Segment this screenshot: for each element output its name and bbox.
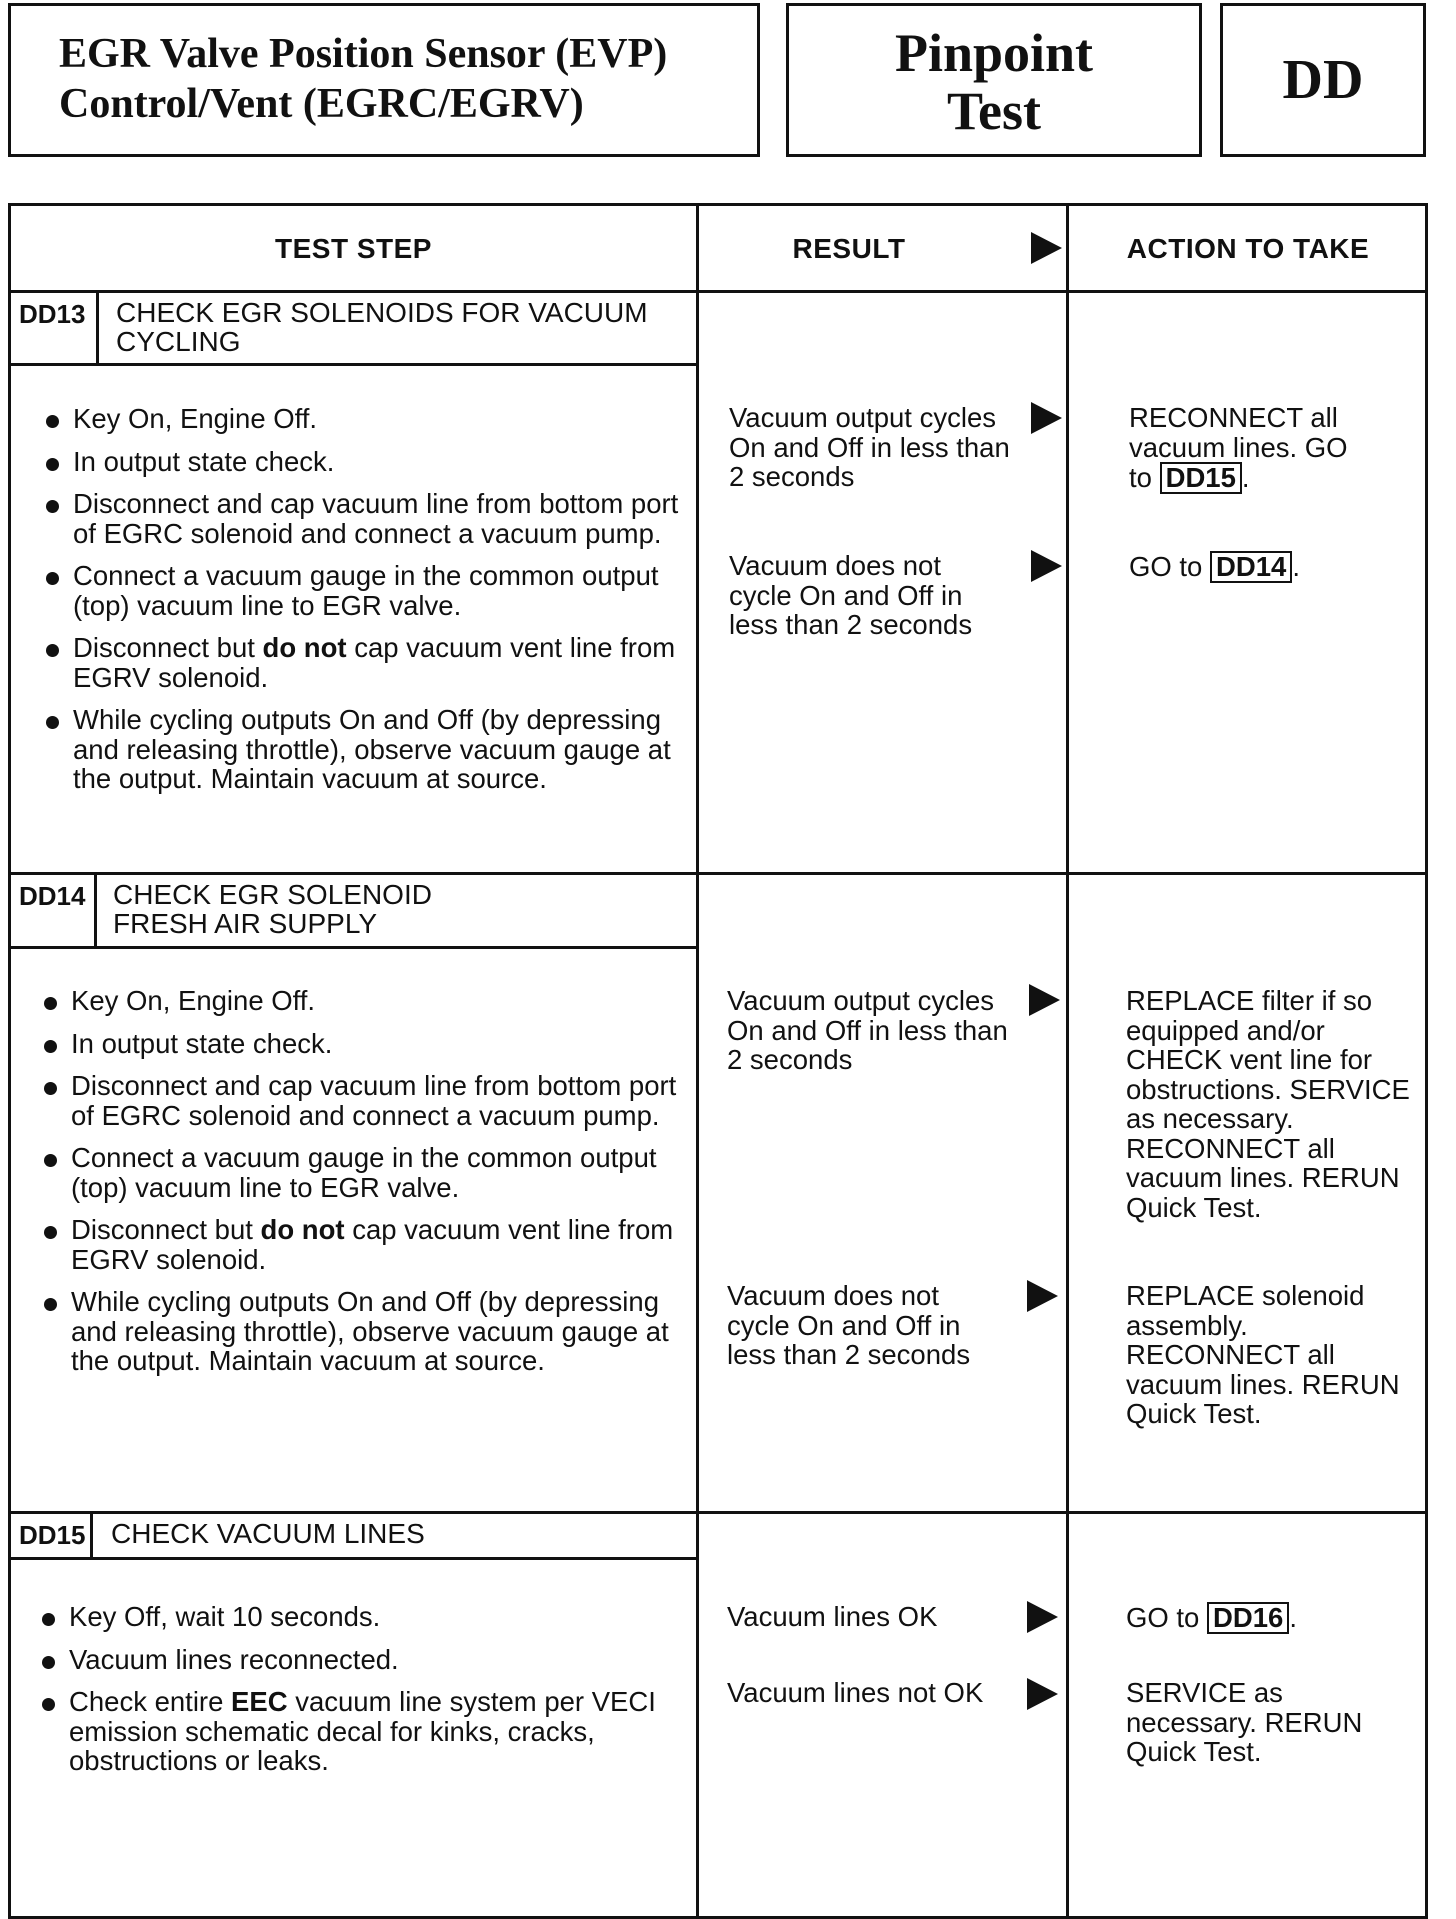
step-title-line-2: CYCLING xyxy=(116,326,241,357)
step-title-line-2: FRESH AIR SUPPLY xyxy=(113,908,378,939)
step-list-dd14 xyxy=(41,986,681,1389)
action-text-part: . xyxy=(1289,1602,1297,1633)
pinpoint-line-1: Pinpoint xyxy=(894,23,1094,83)
arrow-right-icon xyxy=(1027,1678,1058,1710)
list-item: Key On, Engine Off. xyxy=(43,404,683,434)
result-text: Vacuum lines OK xyxy=(727,1601,938,1632)
step-id: DD15 xyxy=(11,1514,93,1557)
emphasis-text: do not xyxy=(260,1214,345,1245)
emphasis-text: do not xyxy=(262,632,347,663)
action-text-part: GO to xyxy=(1126,1602,1200,1633)
step-id: DD14 xyxy=(11,875,97,946)
action-text-part: . xyxy=(1241,462,1250,493)
action-text-part: RECONNECT all vacuum lines. GO to xyxy=(1129,402,1348,493)
action-text-part: . xyxy=(1292,551,1300,582)
pinpoint-test-label xyxy=(786,3,1202,157)
column-divider-2 xyxy=(1066,206,1069,1916)
list-item: While cycling outputs On and Off (by depressing and releasing throttle), observe vacuum gauge at the output. Maintain vacuum at source. xyxy=(41,1287,681,1376)
action-text xyxy=(1129,551,1429,583)
result-text: Vacuum output cycles On and Off in less than 2 seconds xyxy=(729,402,1010,492)
step-list-dd13 xyxy=(43,404,683,807)
pinpoint-table xyxy=(8,203,1428,1919)
list-item: Connect a vacuum gauge in the common output (top) vacuum line to EGR valve. xyxy=(43,561,683,620)
list-item xyxy=(41,1215,681,1274)
arrow-right-icon xyxy=(1031,232,1062,264)
emphasis-text: EEC xyxy=(231,1686,288,1717)
list-item xyxy=(39,1687,679,1776)
column-header-action: ACTION TO TAKE xyxy=(1126,232,1370,264)
list-item: Key On, Engine Off. xyxy=(41,986,681,1016)
action-text-part: GO to xyxy=(1129,551,1203,582)
title-line-1: EGR Valve Position Sensor (EVP) xyxy=(59,31,668,77)
list-item-text: cap vacuum vent line from EGRV solenoid. xyxy=(71,1214,674,1275)
list-item: Vacuum lines reconnected. xyxy=(39,1645,679,1675)
list-item: While cycling outputs On and Off (by depressing and releasing throttle), observe vacuum gauge at the output. Maintain vacuum at source. xyxy=(43,705,683,794)
column-header-test-step: TEST STEP xyxy=(275,232,432,264)
step-title xyxy=(113,875,432,938)
action-text xyxy=(1126,1602,1426,1634)
column-divider-1 xyxy=(696,206,699,1916)
column-header-result: RESULT xyxy=(792,232,906,264)
action-text: REPLACE solenoid assembly. RECONNECT all vacuum lines. RERUN Quick Test. xyxy=(1126,1280,1400,1429)
list-item-text: Disconnect but xyxy=(73,632,255,663)
step-label-dd15 xyxy=(11,1514,696,1560)
arrow-right-icon xyxy=(1031,550,1062,582)
list-item: Key Off, wait 10 seconds. xyxy=(39,1602,679,1632)
arrow-right-icon xyxy=(1027,1280,1058,1312)
list-item: Disconnect and cap vacuum line from bottom port of EGRC solenoid and connect a vacuum pump. xyxy=(43,489,683,548)
result-text: Vacuum does not cycle On and Off in less than 2 seconds xyxy=(727,1280,971,1370)
step-title: CHECK VACUUM LINES xyxy=(111,1518,425,1549)
step-reference-link[interactable]: DD15 xyxy=(1160,462,1242,494)
title-line-2: Control/Vent (EGRC/EGRV) xyxy=(59,81,584,127)
arrow-right-icon xyxy=(1031,402,1062,434)
arrow-right-icon xyxy=(1029,984,1060,1016)
procedure-title xyxy=(8,3,760,157)
action-text xyxy=(1129,403,1369,494)
list-item xyxy=(43,633,683,692)
action-text: REPLACE filter if so equipped and/or CHECK vent line for obstructions. SERVICE as necessary. RECONNECT all vacuum lines. RERUN Quick Test. xyxy=(1126,985,1410,1223)
step-label-dd14 xyxy=(11,875,696,949)
result-text: Vacuum lines not OK xyxy=(727,1677,984,1708)
list-item: In output state check. xyxy=(43,447,683,477)
pinpoint-line-2: Test xyxy=(946,81,1042,141)
result-text: Vacuum does not cycle On and Off in less than 2 seconds xyxy=(729,550,973,640)
step-list-dd15 xyxy=(39,1602,679,1789)
step-reference-link[interactable]: DD16 xyxy=(1207,1602,1289,1634)
step-id: DD13 xyxy=(11,293,99,363)
step-title-line-1: CHECK EGR SOLENOID xyxy=(113,879,432,910)
result-text: Vacuum output cycles On and Off in less than 2 seconds xyxy=(727,985,1008,1075)
test-code: DD xyxy=(1220,3,1426,157)
step-title xyxy=(116,293,648,356)
list-item: Disconnect and cap vacuum line from bottom port of EGRC solenoid and connect a vacuum pump. xyxy=(41,1071,681,1130)
list-item-text: Disconnect but xyxy=(71,1214,253,1245)
list-item: Connect a vacuum gauge in the common output (top) vacuum line to EGR valve. xyxy=(41,1143,681,1202)
arrow-right-icon xyxy=(1027,1601,1058,1633)
step-label-dd13 xyxy=(11,293,696,366)
list-item-text: cap vacuum vent line from EGRV solenoid. xyxy=(73,632,676,693)
action-text: SERVICE as necessary. RERUN Quick Test. xyxy=(1126,1677,1363,1767)
step-reference-link[interactable]: DD14 xyxy=(1210,551,1292,583)
step-title-line-1: CHECK EGR SOLENOIDS FOR VACUUM xyxy=(116,297,648,328)
list-item: In output state check. xyxy=(41,1029,681,1059)
list-item-text: Check entire xyxy=(69,1686,224,1717)
list-item-text: vacuum line system per VECI emission schematic decal for kinks, cracks, obstructions or leaks. xyxy=(69,1686,656,1776)
